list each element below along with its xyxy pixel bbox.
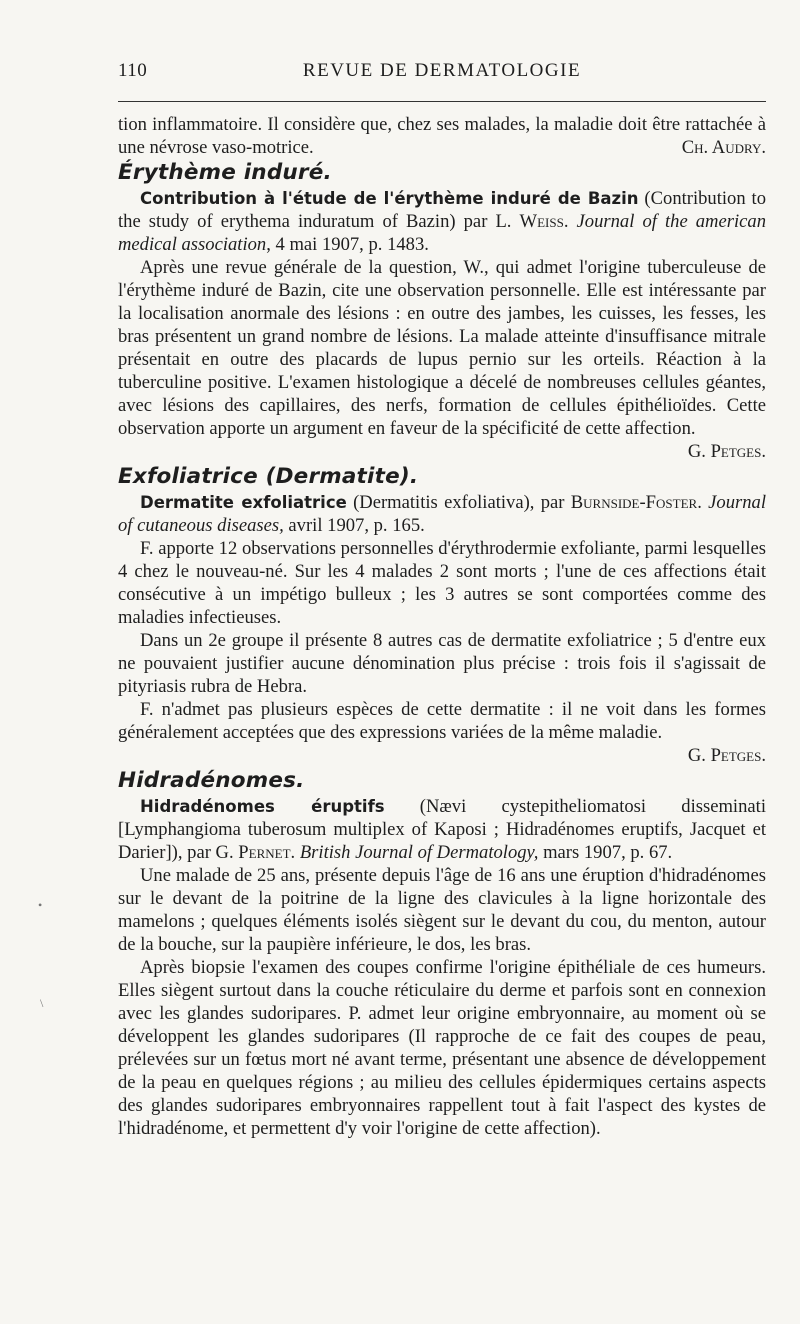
ref-sep: . [290,842,300,863]
ref-author: Weiss [519,211,564,232]
ref-date: , 4 mai 1907, p. 1483. [266,234,429,255]
reference-hidradenomes [118,795,766,864]
paragraph-text: F. n'admet pas plusieurs espèces de cette dermatite : il ne voit dans les formes généralement acceptées que des expressions variées de la même maladie. [118,699,766,743]
ref-sep: . [563,211,577,232]
reference-erytheme [118,187,766,256]
margin-speck: \ [40,996,44,1010]
ref-text: (Nævi cystepitheliomatosi disseminati [Lymphangioma tuberosum multiplex of Kaposi ; Hidradénomes eruptifs, Jacquet et Darier]), par G. [118,796,766,863]
signature-petges: G. Petges. [687,745,766,766]
paragraph [118,256,766,462]
signature-petges: G. Petges. [687,441,766,462]
paragraph: F. apporte 12 observations personnelles d'érythrodermie exfoliante, parmi lesquelles 4 chez le nouveau-né. Sur les 4 malades 2 sont morts ; l'une de ces affections était consécutive à un impétigo bulleux ; les 3 autres se sont comportées comme des maladies infectieuses. [118,538,766,628]
intro-paragraph [118,113,766,159]
ref-author: Pernet [238,842,291,863]
section-heading-hidradenomes: Hidradénomes. [118,768,305,793]
ref-author: Burnside-Foster [570,492,698,513]
ref-text: (Contribution to the study of erythema induratum of Bazin) par L. [118,188,766,232]
ref-text: (Dermatitis exfoliativa), par [346,492,571,513]
ref-journal: Journal of the american medical association [118,211,766,255]
paragraph: Après biopsie l'examen des coupes confirme l'origine épithéliale de ces humeurs. Elles siègent surtout dans la couche réticulaire du derme et parfois sont en connexion avec les glandes sudoripares. P. admet leur origine embryonnaire, au moment où se développent les glandes sudoripares (Il rapproche de ce fait des coupes de peau, prélevées sur un fœtus mort né avant terme, présentant une absence de développement de la peau en quelques régions ; au milieu des cellules épidermiques certains aspects des glandes sudoripares embryonnaires rappellent tout à fait l'aspect des kystes de l'hidradénome, et permettent d'y voir l'origine de cette affection). [118,957,766,1139]
intro-text: tion inflammatoire. Il considère que, chez ses malades, la maladie doit être rattachée à une névrose vaso-motrice. [118,114,766,158]
paragraph: Dans un 2e groupe il présente 8 autres cas de dermatite exfoliatrice ; 5 d'entre eux ne pouvaient justifier aucune dénomination plus précise : trois fois il s'agissait de pityriasis rubra de Hebra. [118,630,766,697]
ref-journal: Journal of cutaneous diseases, [118,492,766,536]
ref-date: mars 1907, p. 67. [538,842,673,863]
paragraph [118,698,766,766]
paragraph: Une malade de 25 ans, présente depuis l'âge de 16 ans une éruption d'hidradénomes sur le devant de la poitrine de la ligne des clavicules à la ligne horizontale des mamelons ; quelques éléments isolés siègent sur le devant du cou, du menton, autour de la bouche, sur la paupière inférieure, le dos, les bras. [118,865,766,955]
running-header [118,60,766,90]
signature-audry: Ch. Audry. [681,137,766,158]
paragraph-text: Après une revue générale de la question, W., qui admet l'origine tuberculeuse de l'érythème induré de Bazin, cite une observation personnelle. Elle est intéressante par la localisation anormale des lésions : en outre des jambes, les cuisses, les fesses, les bras présentent un grand nombre de lésions. La malade atteinte d'insuffisance mitrale présentait en outre des placards de lupus pernio sur les orteils. Réaction à la tuberculine positive. L'examen histologique a décelé de nombreuses cellules géantes, avec lésions des capillaires, des nerfs, formation de cellules épithélioïdes. Cette observation apporte un argument en faveur de la spécificité de cette affection. [118,257,766,439]
journal-title: REVUE DE DERMATOLOGIE [302,60,582,81]
article-body [118,113,766,1140]
section-heading-exfoliatrice: Exfoliatrice (Dermatite). [118,464,419,489]
page-number: 110 [118,60,148,81]
margin-speck: • [38,898,43,912]
header-rule [118,101,766,102]
ref-title-hidradenomes: Hidradénomes éruptifs [140,797,385,816]
reference-exfoliatrice [118,491,766,537]
section-heading-erytheme: Érythème induré. [118,160,332,185]
ref-date: avril 1907, p. 165. [283,515,425,536]
ref-title-exfoliatrice: Dermatite exfoliatrice [140,493,347,512]
ref-sep: . [697,492,709,513]
ref-journal: British Journal of Dermatology, [299,842,539,863]
ref-title-erytheme: Contribution à l'étude de l'érythème induré de Bazin [140,189,639,208]
